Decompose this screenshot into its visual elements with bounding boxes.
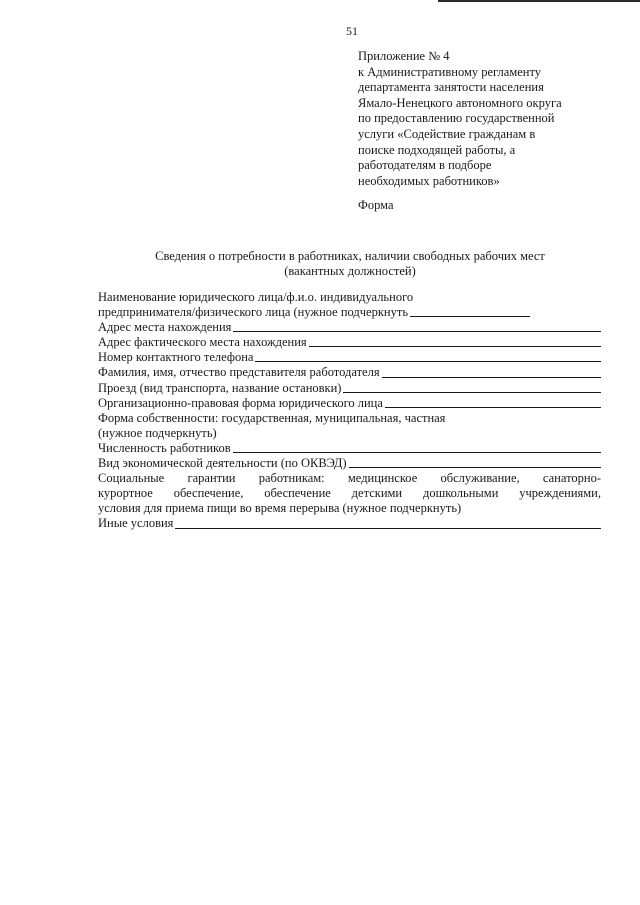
legal-form-blank[interactable] <box>385 407 601 408</box>
employer-rep-blank[interactable] <box>382 377 601 378</box>
ownership-label: Форма собственности: государственная, муниципальная, частная <box>98 410 446 425</box>
title-line-1: Сведения о потребности в работниках, наличии свободных рабочих мест <box>155 249 545 263</box>
appendix-line: к Административному регламенту <box>358 64 542 79</box>
org-name-label: Наименование юридического лица/ф.и.о. индивидуального <box>98 290 414 304</box>
org-name-label-2: предпринимателя/физического лица (нужное подчеркнуть <box>98 305 409 320</box>
transport-blank[interactable] <box>343 392 601 393</box>
page-number: 51 <box>346 24 358 38</box>
transport-label: Проезд (вид транспорта, название остановки) <box>98 380 342 395</box>
okved-field <box>98 456 601 471</box>
social-guarantees-line-2: курортное обеспечение, обеспечение детскими дошкольными учреждениями, <box>98 486 601 501</box>
social-guarantees-line-3: условия для приема пищи во время перерыва (нужное подчеркнуть) <box>98 501 462 516</box>
employer-rep-field <box>98 365 601 380</box>
appendix-line: департамента занятости населения <box>358 80 544 95</box>
appendix-line: поиске подходящей работы, а <box>358 142 516 157</box>
okved-blank[interactable] <box>349 467 601 468</box>
appendix-line: Приложение № 4 <box>358 49 450 63</box>
org-name-field <box>98 305 601 320</box>
address-field <box>98 320 601 335</box>
appendix-line: работодателям в подборе <box>358 158 492 173</box>
actual-address-blank[interactable] <box>309 346 601 347</box>
legal-form-field <box>98 396 601 411</box>
social-guarantees-line-1: Социальные гарантии работникам: медицинское обслуживание, санаторно- <box>98 471 601 486</box>
actual-address-label: Адрес фактического места нахождения <box>98 335 307 350</box>
other-conditions-field <box>98 516 601 531</box>
form-fields <box>98 290 601 532</box>
ownership-note: (нужное подчеркнуть) <box>98 425 217 440</box>
other-conditions-label: Иные условия <box>98 516 174 531</box>
address-label: Адрес места нахождения <box>98 320 232 335</box>
headcount-label: Численность работников <box>98 440 231 455</box>
appendix-line: Ямало-Ненецкого автономного округа <box>358 95 562 110</box>
form-label: Форма <box>358 198 394 212</box>
phone-label: Номер контактного телефона <box>98 350 254 365</box>
appendix-header <box>358 49 628 189</box>
phone-blank[interactable] <box>255 361 601 362</box>
other-conditions-blank[interactable] <box>175 528 601 529</box>
appendix-line: услуги «Содействие гражданам в <box>358 126 536 141</box>
employer-rep-label: Фамилия, имя, отчество представителя работодателя <box>98 365 380 380</box>
transport-field <box>98 381 601 396</box>
appendix-line: по предоставлению государственной <box>358 111 555 126</box>
headcount-blank[interactable] <box>233 452 601 453</box>
title-line-2: (вакантных должностей) <box>284 264 416 278</box>
top-edge-rule <box>438 0 640 2</box>
actual-address-field <box>98 335 601 350</box>
org-name-blank[interactable] <box>410 316 530 317</box>
address-blank[interactable] <box>233 331 601 332</box>
appendix-line: необходимых работников» <box>358 173 500 188</box>
okved-label: Вид экономической деятельности (по ОКВЭД) <box>98 456 347 471</box>
headcount-field <box>98 441 601 456</box>
document-title <box>100 249 600 279</box>
legal-form-label: Организационно-правовая форма юридического лица <box>98 395 383 410</box>
phone-field <box>98 350 601 365</box>
